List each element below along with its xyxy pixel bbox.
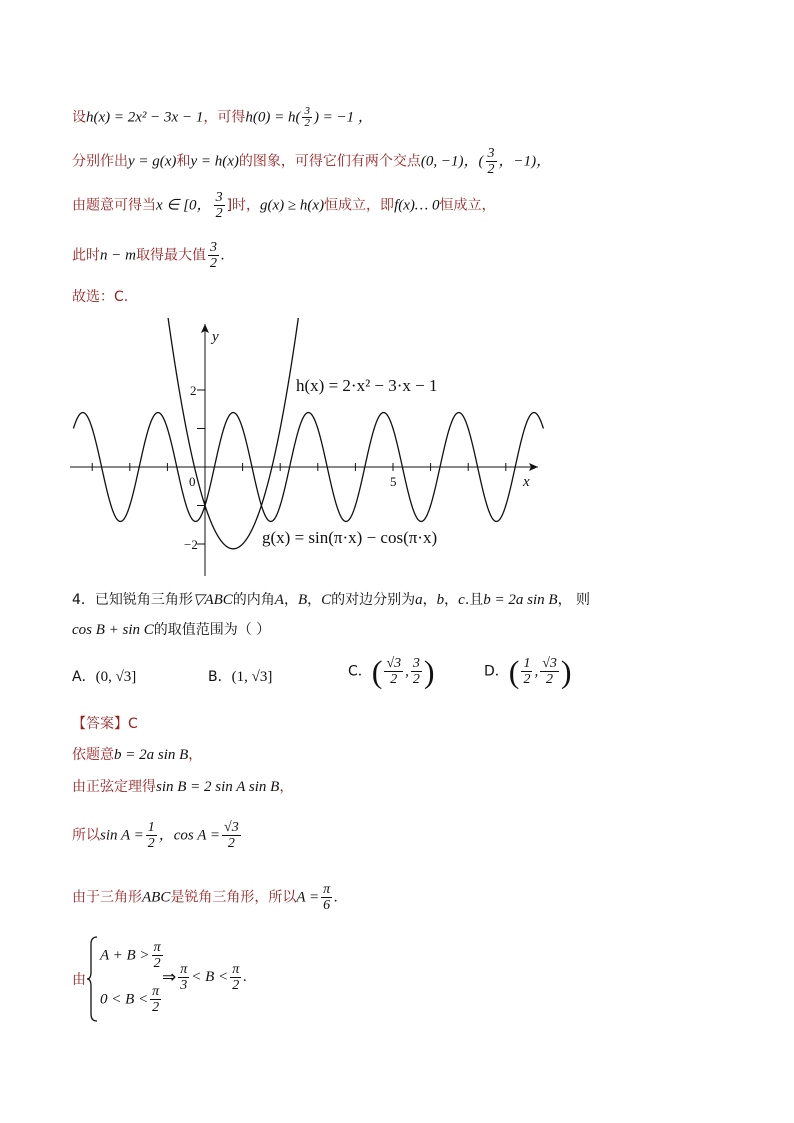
option-a[interactable]: A．(0, √3] (72, 669, 137, 685)
fraction: $\frac{√3}{2}$ (224, 820, 239, 851)
y-axis-label: y (212, 329, 219, 345)
h-curve-label: h(x) = 2·x² − 3·x − 1 (296, 376, 438, 395)
fraction: $\frac{\pi}{2}$ (232, 962, 240, 993)
fraction: $\frac{1}{2}$ (523, 656, 531, 687)
inequality-result: ⇒ $\frac{\pi}{3}$ < B < $\frac{\pi}{2}$ . (162, 962, 247, 993)
g-curve-label: g(x) = sin(π·x) − cos(π·x) (262, 528, 438, 547)
y-tick-label: 2 (190, 383, 197, 398)
left-brace (87, 936, 99, 1022)
question-4-stem-line-1: 4．已知锐角三角形▽ABC的内角A，B，C的对边分别为a，b，c.且b = 2a sin B， 则 (72, 592, 591, 608)
fraction: $\frac{3}{2}$ (209, 240, 217, 271)
fraction: $\frac{1}{2}$ (147, 820, 155, 851)
x-axis-label: x (523, 474, 530, 490)
inequality-row-2: 0 < B < $\frac{\pi}{2}$ (100, 984, 160, 1015)
y-tick-label: −2 (184, 537, 198, 552)
choose-line: 故选：C. (72, 289, 129, 305)
solution-line-2: 分别作出y = g(x)和y = h(x)的图象，可得它们有两个交点(0, −1)，( $\frac{3}{2}$ ，−1)， (72, 146, 552, 177)
fraction: $\frac{3}{2}$ (304, 105, 310, 129)
h-curve (149, 318, 318, 549)
x-tick-label: 0 (189, 474, 196, 489)
answer-line-4: 由于三角形ABC是锐角三角形，所以A = $\frac{\pi}{6}$ . (72, 882, 338, 913)
option-d[interactable]: D．( $\frac{1}{2}$ , $\frac{√3}{2}$ ) (484, 653, 572, 690)
fraction: $\frac{3}{2}$ (487, 146, 495, 177)
answer-line-5-prefix: 由 (72, 972, 86, 988)
answer-line-1: 依题意b = 2a sin B， (72, 747, 203, 763)
curves (73, 318, 543, 549)
function-graph (68, 318, 548, 580)
answer-label: 【答案】C (72, 716, 138, 732)
fraction: $\frac{√3}{2}$ (542, 656, 557, 687)
option-c[interactable]: C．( $\frac{√3}{2}$ , $\frac{3}{2}$ ) (348, 653, 435, 690)
fraction: $\frac{\pi}{2}$ (152, 984, 160, 1015)
solution-line-3: 由题意可得当x ∈ [0， $\frac{3}{2}$ ]时，g(x) ≥ h(x)恒成立，即f(x)… 0恒成立， (72, 190, 496, 221)
solution-line-1: 设h(x) = 2x² − 3x − 1，可得h(0) = h( $\frac{3}{2}$ ) = −1 ， (72, 105, 373, 129)
fraction: $\frac{\pi}{3}$ (180, 962, 188, 993)
solution-line-4: 此时n − m取得最大值 $\frac{3}{2}$ . (72, 240, 225, 271)
fraction: $\frac{3}{2}$ (412, 656, 420, 687)
inequality-row-1: A + B > $\frac{\pi}{2}$ (100, 940, 161, 971)
question-4-stem-line-2: cos B + sin C的取值范围为（ ） (72, 622, 271, 638)
answer-line-3: 所以sin A = $\frac{1}{2}$ ，cos A = $\frac{√3}{2}$ (72, 820, 239, 851)
fraction: $\frac{√3}{2}$ (386, 656, 402, 687)
option-b[interactable]: B．(1, √3] (208, 669, 273, 685)
answer-line-2: 由正弦定理得sin B = 2 sin A sin B， (72, 779, 294, 795)
fraction: $\frac{\pi}{2}$ (153, 940, 161, 971)
x-tick-label: 5 (390, 474, 397, 489)
graph-labels (184, 329, 530, 552)
fraction: $\frac{\pi}{6}$ (323, 882, 331, 913)
fraction: $\frac{3}{2}$ (215, 190, 223, 221)
